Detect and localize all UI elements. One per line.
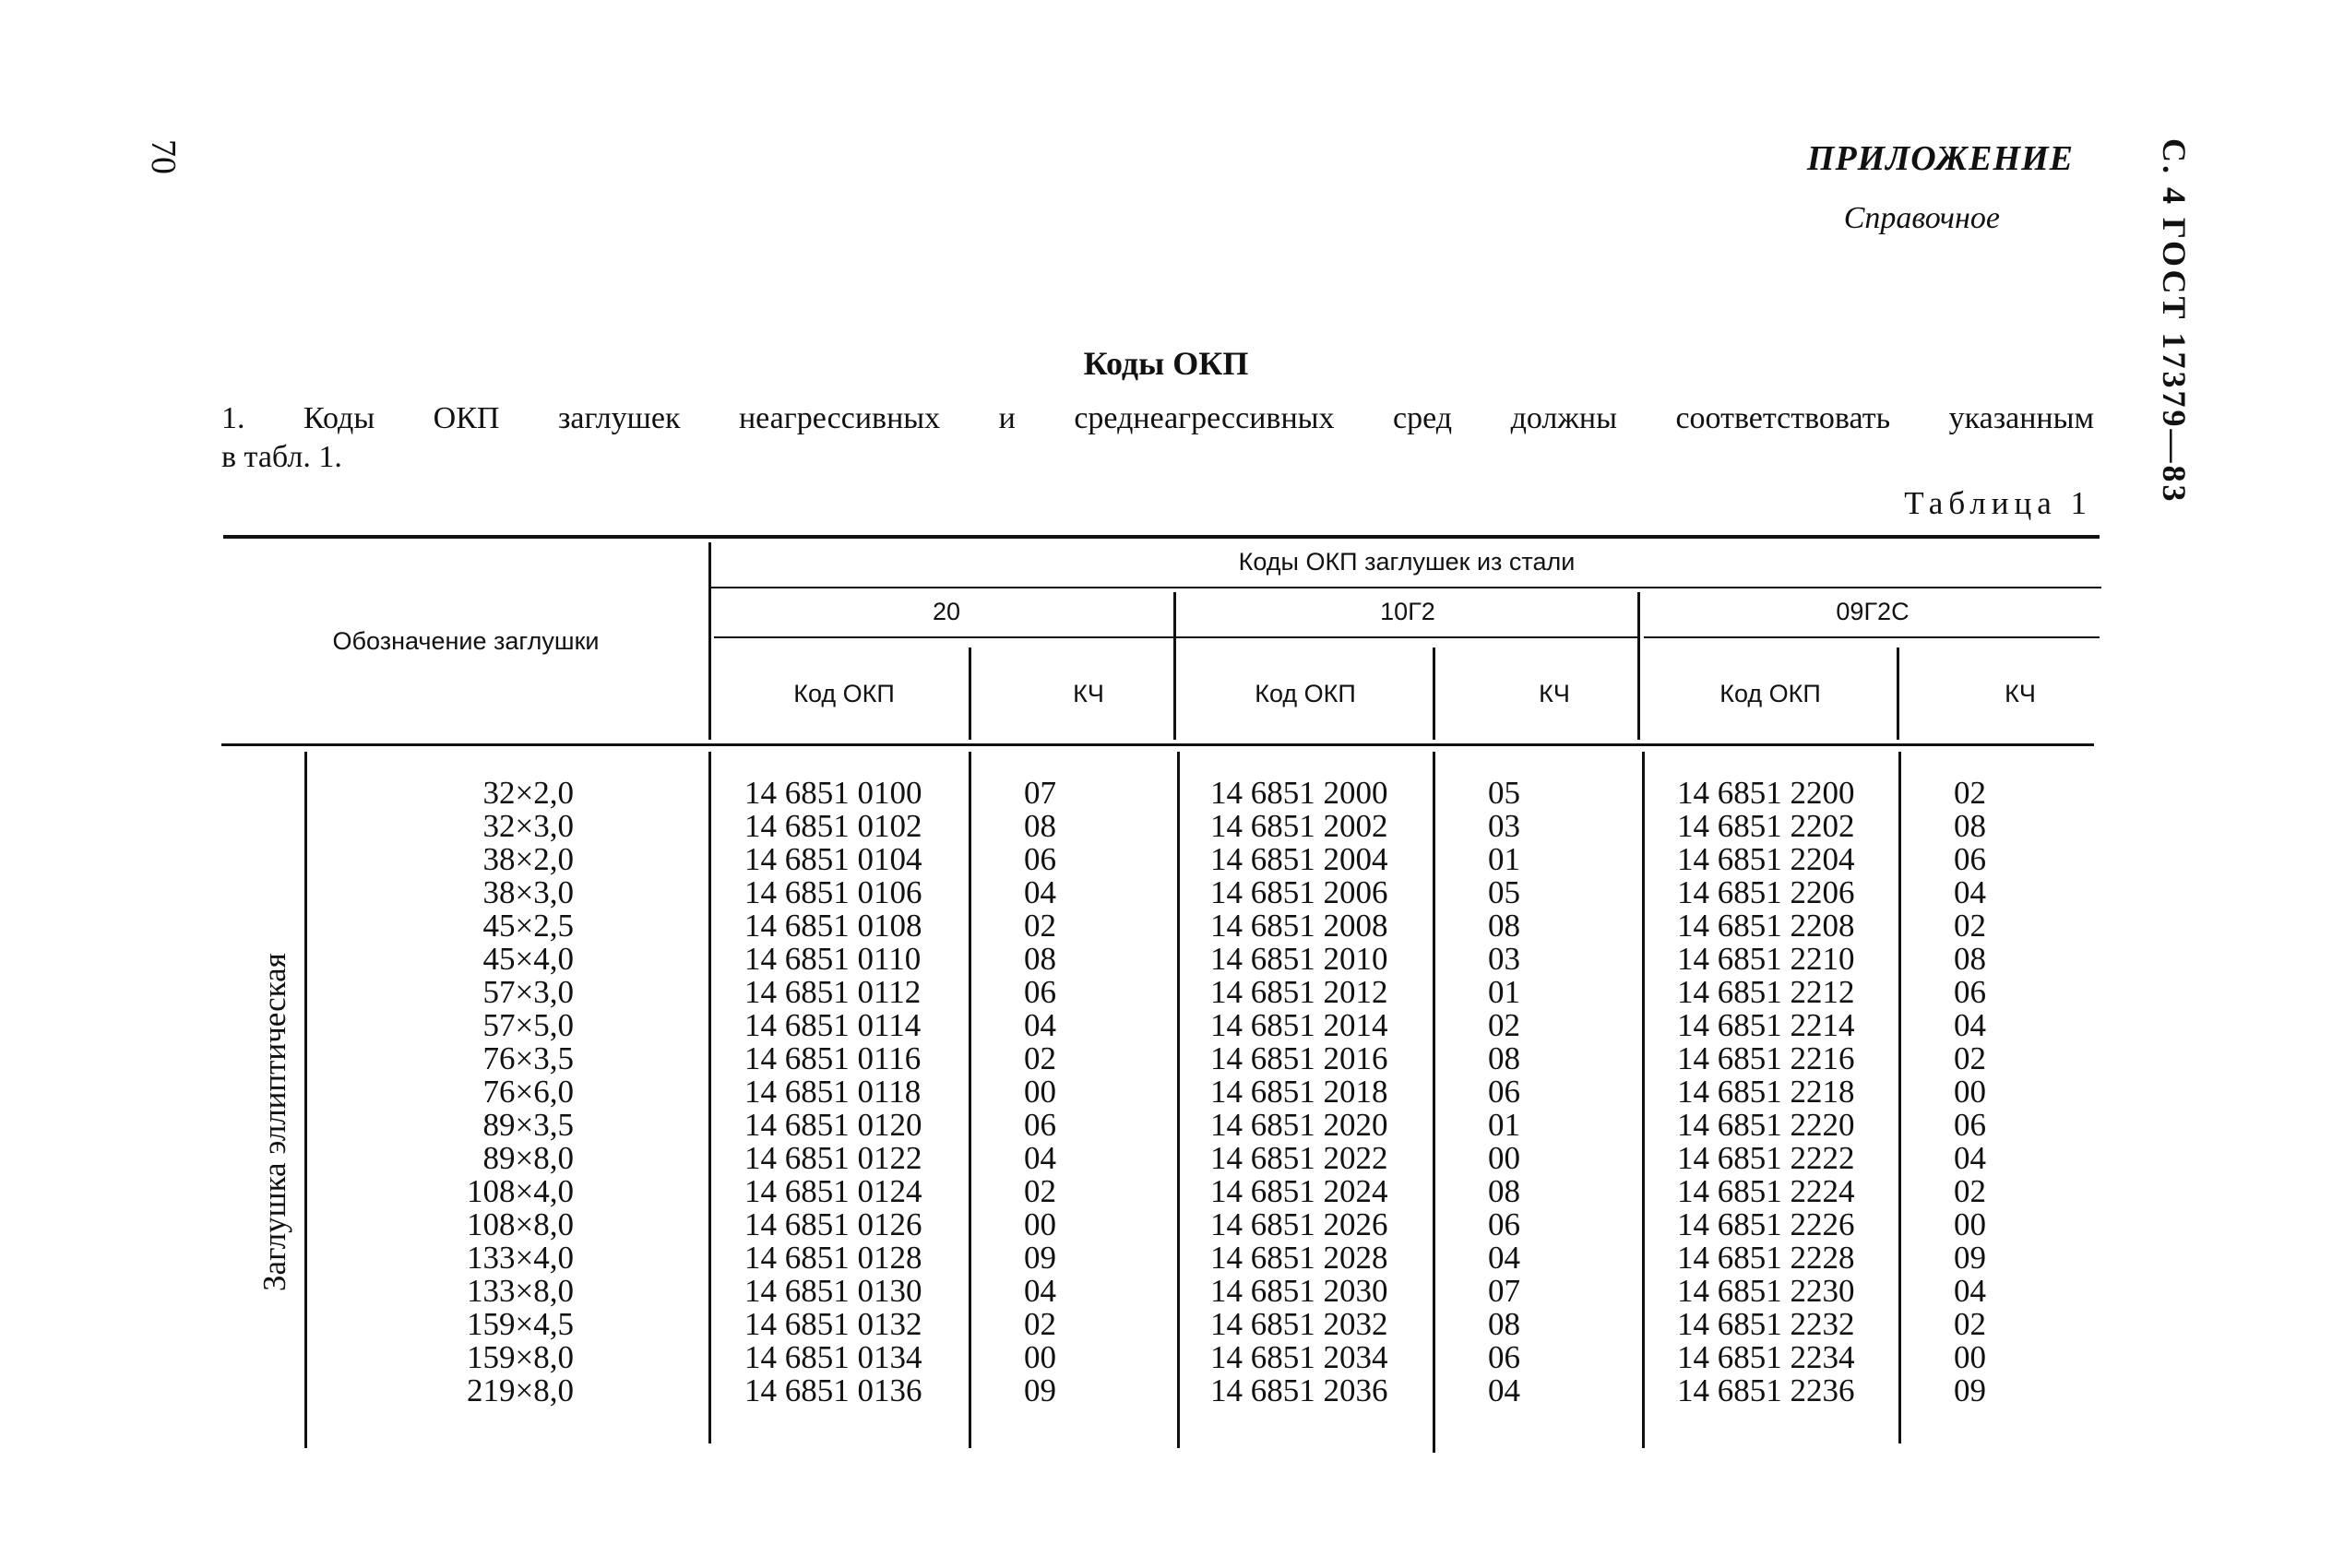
table-cell: 08 — [1954, 941, 1986, 977]
table-cell: 14 6851 0102 — [744, 808, 922, 844]
table-cell: 06 — [1954, 1107, 1986, 1143]
table-cell: 06 — [1954, 974, 1986, 1010]
table-cell: 14 6851 2232 — [1677, 1306, 1855, 1342]
table-cell: 14 6851 2020 — [1210, 1107, 1388, 1143]
table-cell: 14 6851 2000 — [1210, 775, 1388, 811]
table-cell: 08 — [1024, 941, 1056, 977]
table-cell: 04 — [1954, 1273, 1986, 1309]
table-cell: 03 — [1488, 808, 1520, 844]
table-cell: 133×4,0 — [467, 1240, 574, 1276]
table-cell: 14 6851 2222 — [1677, 1140, 1855, 1176]
table-cell: 04 — [1024, 1140, 1056, 1176]
table-cell: 06 — [1488, 1074, 1520, 1110]
table-cell: 14 6851 2016 — [1210, 1040, 1388, 1076]
table-cell: 02 — [1954, 1306, 1986, 1342]
row-group-label: Заглушка эллиптическая — [256, 953, 292, 1291]
paragraph-line-2: в табл. 1. — [221, 440, 342, 474]
table-cell: 219×8,0 — [467, 1372, 574, 1408]
steel-10g2-code-column — [1210, 777, 1422, 1408]
steel-09g2s-kch-column — [1954, 777, 2009, 1408]
table-cell: 45×4,0 — [482, 941, 574, 977]
table-cell: 04 — [1954, 1007, 1986, 1043]
table-cell: 08 — [1488, 1040, 1520, 1076]
table-cell: 09 — [1024, 1372, 1056, 1408]
table-cell: 14 6851 0116 — [744, 1040, 922, 1076]
group-header: Коды ОКП заглушек из стали — [1238, 548, 1576, 576]
table-cell: 05 — [1488, 874, 1520, 910]
table-cell: 09 — [1954, 1372, 1986, 1408]
table-cell: 14 6851 2226 — [1677, 1206, 1855, 1242]
table-cell: 14 6851 2036 — [1210, 1372, 1388, 1408]
table-cell: 108×8,0 — [467, 1206, 574, 1242]
paragraph-line-1: 1. Коды ОКП заглушек неагрессивных и среднеагрессивных сред должны соответствовать указанным — [221, 401, 2094, 435]
column-divider — [1177, 752, 1180, 1448]
table-cell: 89×8,0 — [482, 1140, 574, 1176]
table-cell: 14 6851 0100 — [744, 775, 922, 811]
table-cell: 14 6851 2210 — [1677, 941, 1855, 977]
column-divider — [1642, 752, 1645, 1448]
table-cell: 06 — [1488, 1206, 1520, 1242]
column-divider — [969, 647, 971, 740]
column-divider — [1433, 647, 1435, 740]
table-cell: 08 — [1024, 808, 1056, 844]
table-cell: 04 — [1954, 874, 1986, 910]
table-cell: 04 — [1024, 1273, 1056, 1309]
table-cell: 14 6851 0114 — [744, 1007, 922, 1043]
table-cell: 02 — [1954, 1040, 1986, 1076]
table-cell: 08 — [1488, 1306, 1520, 1342]
table-cell: 06 — [1024, 841, 1056, 877]
code-header: Код ОКП — [1255, 680, 1356, 707]
column-divider — [969, 752, 971, 1448]
grade-header-rule — [1644, 636, 2100, 638]
table-cell: 14 6851 2212 — [1677, 974, 1855, 1010]
table-cell: 14 6851 0130 — [744, 1273, 922, 1309]
table-cell: 14 6851 2214 — [1677, 1007, 1855, 1043]
kch-header: КЧ — [2005, 680, 2036, 707]
table-cell: 06 — [1024, 1107, 1056, 1143]
table-cell: 14 6851 2024 — [1210, 1173, 1388, 1209]
table-cell: 14 6851 2220 — [1677, 1107, 1855, 1143]
table-cell: 14 6851 0106 — [744, 874, 922, 910]
grade-header-09g2s: 09Г2С — [1836, 598, 1910, 625]
table-top-rule — [223, 535, 2100, 539]
table-cell: 02 — [1024, 908, 1056, 944]
table-cell: 14 6851 2002 — [1210, 808, 1388, 844]
code-header: Код ОКП — [1719, 680, 1821, 707]
table-cell: 14 6851 2230 — [1677, 1273, 1855, 1309]
grade-header-rule — [1177, 636, 1638, 638]
table-cell: 14 6851 2216 — [1677, 1040, 1855, 1076]
table-cell: 14 6851 0136 — [744, 1372, 922, 1408]
table-cell: 02 — [1024, 1173, 1056, 1209]
table-cell: 06 — [1024, 974, 1056, 1010]
table-cell: 14 6851 2206 — [1677, 874, 1855, 910]
table-cell: 76×3,5 — [482, 1040, 574, 1076]
column-divider — [1637, 592, 1640, 740]
table-cell: 57×3,0 — [482, 974, 574, 1010]
table-cell: 14 6851 0108 — [744, 908, 922, 944]
table-cell: 02 — [1024, 1306, 1056, 1342]
header-bottom-rule — [221, 743, 2094, 746]
table-cell: 14 6851 2006 — [1210, 874, 1388, 910]
table-cell: 04 — [1488, 1372, 1520, 1408]
table-cell: 00 — [1954, 1074, 1986, 1110]
table-cell: 14 6851 0104 — [744, 841, 922, 877]
kch-header: КЧ — [1539, 680, 1570, 707]
table-cell: 14 6851 0126 — [744, 1206, 922, 1242]
designation-header: Обозначение заглушки — [332, 627, 600, 655]
table-cell: 45×2,5 — [482, 908, 574, 944]
table-cell: 14 6851 0120 — [744, 1107, 922, 1143]
table-cell: 14 6851 2200 — [1677, 775, 1855, 811]
table-cell: 09 — [1024, 1240, 1056, 1276]
steel-20-kch-column — [1024, 777, 1079, 1408]
column-divider — [708, 752, 711, 1443]
table-cell: 02 — [1024, 1040, 1056, 1076]
appendix-title: ПРИЛОЖЕНИЕ — [1806, 139, 2074, 178]
column-divider — [1173, 592, 1176, 740]
table-cell: 14 6851 2018 — [1210, 1074, 1388, 1110]
table-cell: 06 — [1954, 841, 1986, 877]
table-cell: 04 — [1488, 1240, 1520, 1276]
table-cell: 133×8,0 — [467, 1273, 574, 1309]
table-cell: 14 6851 2234 — [1677, 1339, 1855, 1375]
table-cell: 14 6851 2034 — [1210, 1339, 1388, 1375]
table-cell: 14 6851 2218 — [1677, 1074, 1855, 1110]
table-label: Таблица 1 — [1904, 485, 2092, 521]
table-cell: 00 — [1954, 1206, 1986, 1242]
grade-header-10g2: 10Г2 — [1380, 598, 1435, 625]
table-cell: 00 — [1954, 1339, 1986, 1375]
table-cell: 14 6851 2208 — [1677, 908, 1855, 944]
code-header: Код ОКП — [793, 680, 895, 707]
table-cell: 02 — [1954, 775, 1986, 811]
table-cell: 14 6851 0118 — [744, 1074, 922, 1110]
table-cell: 89×3,5 — [482, 1107, 574, 1143]
designation-column — [304, 777, 574, 1408]
table-cell: 14 6851 0122 — [744, 1140, 922, 1176]
table-cell: 14 6851 2028 — [1210, 1240, 1388, 1276]
table-cell: 07 — [1488, 1273, 1520, 1309]
table-cell: 09 — [1954, 1240, 1986, 1276]
table-cell: 14 6851 2204 — [1677, 841, 1855, 877]
table-cell: 14 6851 2030 — [1210, 1273, 1388, 1309]
table-cell: 14 6851 2012 — [1210, 974, 1388, 1010]
table-cell: 14 6851 0134 — [744, 1339, 922, 1375]
table-cell: 08 — [1954, 808, 1986, 844]
grade-header-rule — [714, 636, 1177, 638]
table-cell: 32×2,0 — [482, 775, 574, 811]
table-cell: 14 6851 2236 — [1677, 1372, 1855, 1408]
table-cell: 14 6851 2004 — [1210, 841, 1388, 877]
table-cell: 02 — [1488, 1007, 1520, 1043]
group-header-rule — [710, 587, 2101, 588]
column-divider — [1897, 647, 1899, 740]
table-cell: 04 — [1024, 1007, 1056, 1043]
table-cell: 07 — [1024, 775, 1056, 811]
table-cell: 02 — [1954, 1173, 1986, 1209]
table-cell: 38×3,0 — [482, 874, 574, 910]
table-cell: 76×6,0 — [482, 1074, 574, 1110]
steel-20-code-column — [744, 777, 957, 1408]
table-cell: 14 6851 0112 — [744, 974, 922, 1010]
table-cell: 08 — [1488, 1173, 1520, 1209]
table-cell: 14 6851 2026 — [1210, 1206, 1388, 1242]
kch-header: КЧ — [1073, 680, 1104, 707]
table-cell: 14 6851 0124 — [744, 1173, 922, 1209]
side-label: С. 4 ГОСТ 17379—83 — [2156, 138, 2193, 505]
table-cell: 159×8,0 — [467, 1339, 574, 1375]
table-cell: 14 6851 2202 — [1677, 808, 1855, 844]
section-heading: Коды ОКП — [1083, 345, 1249, 382]
table-cell: 14 6851 0128 — [744, 1240, 922, 1276]
table-cell: 00 — [1024, 1074, 1056, 1110]
table-cell: 01 — [1488, 841, 1520, 877]
column-divider — [708, 542, 711, 740]
table-cell: 06 — [1488, 1339, 1520, 1375]
column-divider — [1898, 752, 1901, 1443]
table-cell: 14 6851 2008 — [1210, 908, 1388, 944]
column-divider — [1433, 752, 1435, 1453]
table-cell: 14 6851 2022 — [1210, 1140, 1388, 1176]
table-cell: 04 — [1954, 1140, 1986, 1176]
table-cell: 14 6851 2032 — [1210, 1306, 1388, 1342]
table-cell: 05 — [1488, 775, 1520, 811]
table-cell: 04 — [1024, 874, 1056, 910]
table-cell: 08 — [1488, 908, 1520, 944]
table-cell: 01 — [1488, 1107, 1520, 1143]
table-cell: 00 — [1024, 1339, 1056, 1375]
table-cell: 14 6851 0132 — [744, 1306, 922, 1342]
table-cell: 32×3,0 — [482, 808, 574, 844]
table-cell: 00 — [1488, 1140, 1520, 1176]
table-cell: 00 — [1024, 1206, 1056, 1242]
table-cell: 14 6851 2014 — [1210, 1007, 1388, 1043]
appendix-type: Справочное — [1843, 201, 2000, 235]
table-cell: 01 — [1488, 974, 1520, 1010]
table-cell: 159×4,5 — [467, 1306, 574, 1342]
table-cell: 108×4,0 — [467, 1173, 574, 1209]
table-cell: 14 6851 0110 — [744, 941, 922, 977]
table-cell: 38×2,0 — [482, 841, 574, 877]
page-number: 70 — [144, 139, 183, 174]
steel-10g2-kch-column — [1488, 777, 1543, 1408]
table-cell: 57×5,0 — [482, 1007, 574, 1043]
table-cell: 14 6851 2224 — [1677, 1173, 1855, 1209]
grade-header-20: 20 — [932, 598, 961, 625]
table-cell: 02 — [1954, 908, 1986, 944]
table-cell: 03 — [1488, 941, 1520, 977]
table-cell: 14 6851 2010 — [1210, 941, 1388, 977]
steel-09g2s-code-column — [1677, 777, 1889, 1408]
table-cell: 14 6851 2228 — [1677, 1240, 1855, 1276]
